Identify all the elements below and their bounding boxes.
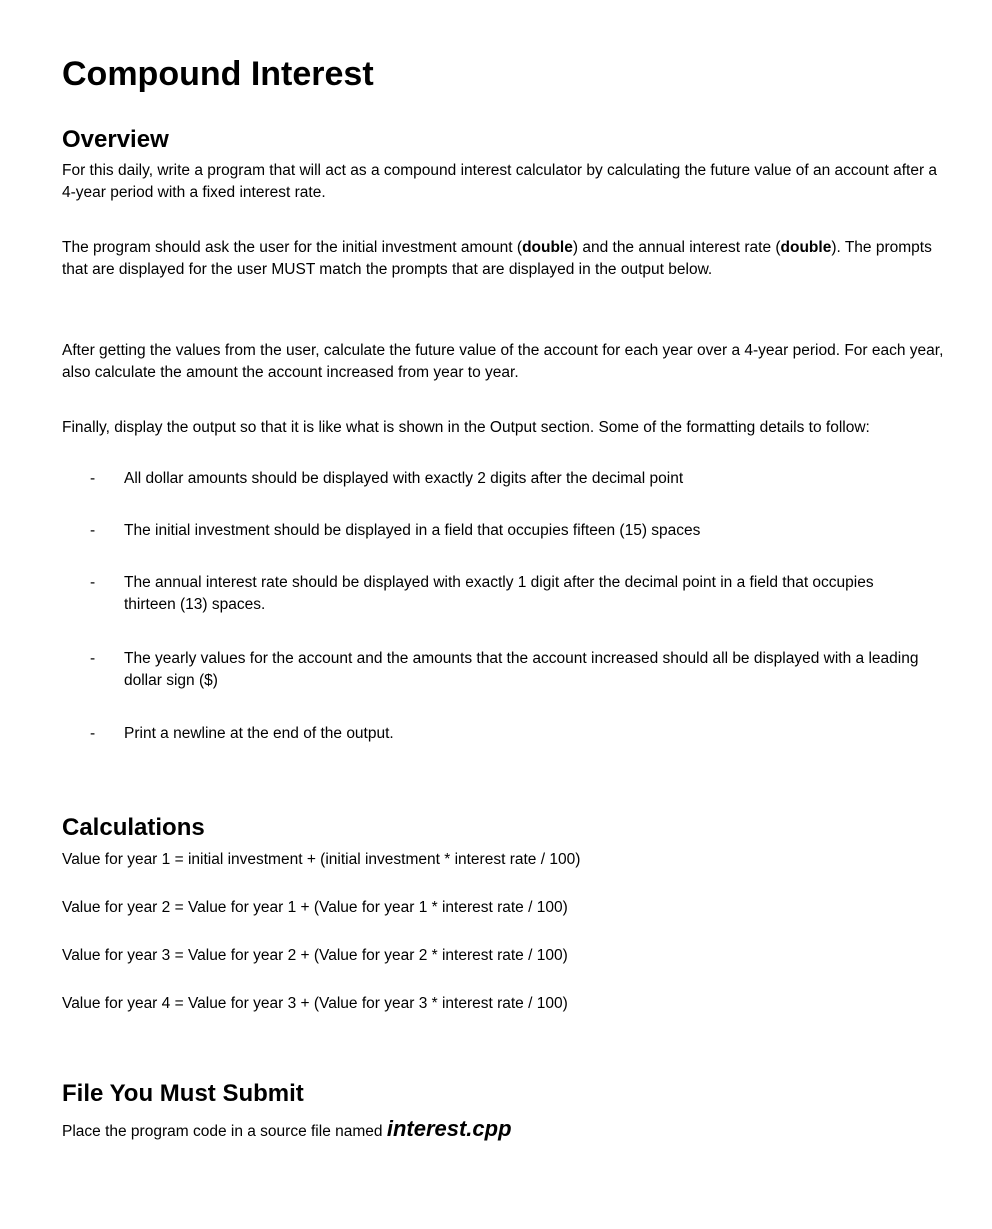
bullet-text: All dollar amounts should be displayed with exactly 2 digits after the decimal point: [124, 470, 684, 487]
page-title: Compound Interest: [62, 55, 374, 93]
submit-instruction: [62, 1115, 512, 1146]
calculation-line: Value for year 3 = Value for year 2 + (Value for year 2 * interest rate / 100): [62, 947, 568, 964]
bullet-text: The initial investment should be displayed in a field that occupies fifteen (15) spaces: [124, 522, 701, 539]
bullet-text: Print a newline at the end of the output.: [124, 725, 394, 742]
filename: interest.cpp: [386, 1116, 512, 1141]
bullet-dash: -: [90, 522, 96, 539]
overview-paragraph-4: Finally, display the output so that it is like what is shown in the Output section. Some of the formatting details to follow:: [62, 419, 870, 436]
overview-paragraph-3: After getting the values from the user, calculate the future value of the account for each year over a 4-year period. For each year, also calculate the amount the account increased from year to year.: [62, 342, 944, 381]
bullet-dash: -: [90, 574, 96, 591]
calculation-line: Value for year 2 = Value for year 1 + (Value for year 1 * interest rate / 100): [62, 899, 568, 916]
p2-text-a: The program should ask the user for the initial investment amount (: [62, 239, 523, 256]
bullet-text: The yearly values for the account and the amounts that the account increased should all be displayed with a leading dollar sign ($): [124, 650, 919, 689]
calculation-line: Value for year 1 = initial investment + (initial investment * interest rate / 100): [62, 851, 581, 868]
overview-paragraph-1: For this daily, write a program that will act as a compound interest calculator by calculating the future value of an account after a 4-year period with a fixed interest rate.: [62, 162, 938, 201]
submit-heading: File You Must Submit: [62, 1080, 304, 1107]
overview-paragraph-2: [62, 237, 947, 281]
bullet-dash: -: [90, 650, 96, 667]
calculation-line: Value for year 4 = Value for year 3 + (Value for year 3 * interest rate / 100): [62, 995, 568, 1012]
bullet-dash: -: [90, 725, 96, 742]
overview-heading: Overview: [62, 126, 169, 153]
double-keyword: double: [780, 239, 832, 256]
submit-text: Place the program code in a source file named: [62, 1123, 387, 1140]
calculations-heading: Calculations: [62, 814, 205, 841]
double-keyword: double: [522, 239, 573, 256]
p2-text-c: ) and the annual interest rate (: [572, 239, 781, 256]
p2-text-e: ). The prompts that are displayed for the user MUST match the prompts that are displayed in the output below.: [62, 239, 932, 278]
bullet-text: The annual interest rate should be displayed with exactly 1 digit after the decimal point in a field that occupies thirteen (13) spaces.: [124, 574, 874, 613]
bullet-dash: -: [90, 470, 96, 487]
